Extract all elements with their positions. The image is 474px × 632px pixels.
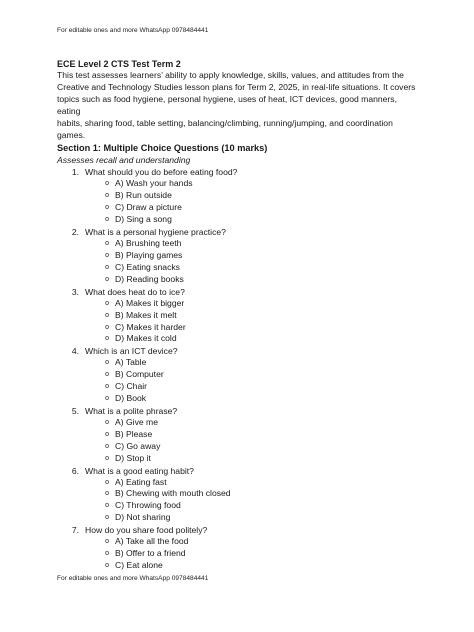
document-body <box>57 58 422 572</box>
question-number: 1. <box>71 167 79 178</box>
option-list <box>57 357 422 405</box>
option-text: A) Give me <box>115 416 158 427</box>
circle-bullet-icon: o <box>105 275 109 283</box>
circle-bullet-icon: o <box>105 359 109 367</box>
question-text: What is a polite phrase? <box>85 405 178 416</box>
circle-bullet-icon: o <box>105 251 109 259</box>
option-text: C) Draw a picture <box>115 202 182 213</box>
option-list <box>57 477 422 525</box>
answer-option <box>57 262 422 274</box>
option-text: B) Playing games <box>115 249 183 260</box>
question-row <box>57 405 422 417</box>
circle-bullet-icon: o <box>105 335 109 343</box>
circle-bullet-icon: o <box>105 383 109 391</box>
answer-option <box>57 560 422 572</box>
option-text: D) Book <box>115 393 147 404</box>
question-item <box>57 405 422 465</box>
option-text: C) Go away <box>115 440 161 451</box>
circle-bullet-icon: o <box>105 514 109 522</box>
circle-bullet-icon: o <box>105 180 109 188</box>
answer-option <box>57 536 422 548</box>
question-list <box>57 166 422 571</box>
answer-option <box>57 310 422 322</box>
circle-bullet-icon: o <box>105 502 109 510</box>
question-text: What is a good eating habit? <box>85 465 194 476</box>
option-text: D) Reading books <box>115 273 184 284</box>
circle-bullet-icon: o <box>105 371 109 379</box>
answer-option <box>57 178 422 190</box>
question-row <box>57 286 422 298</box>
question-number: 7. <box>71 525 79 536</box>
option-text: D) Stop it <box>115 452 151 463</box>
question-item <box>57 524 422 572</box>
question-row <box>57 345 422 357</box>
circle-bullet-icon: o <box>105 478 109 486</box>
option-text: C) Throwing food <box>115 500 181 511</box>
answer-option <box>57 190 422 202</box>
option-text: B) Please <box>115 428 153 439</box>
option-text: C) Eating snacks <box>115 261 180 272</box>
option-list <box>57 178 422 226</box>
circle-bullet-icon: o <box>105 442 109 450</box>
question-item <box>57 345 422 405</box>
answer-option <box>57 453 422 465</box>
option-text: D) Not sharing <box>115 512 171 523</box>
option-text: D) Sing a song <box>115 214 172 225</box>
question-number: 3. <box>71 286 79 297</box>
page-footer-note: For editable ones and more WhatsApp 0978484441 <box>57 575 209 582</box>
circle-bullet-icon: o <box>105 311 109 319</box>
option-text: A) Brushing teeth <box>115 238 182 249</box>
circle-bullet-icon: o <box>105 263 109 271</box>
intro-paragraph <box>57 70 422 141</box>
section-subtitle: Assesses recall and understanding <box>57 155 191 166</box>
answer-option <box>57 274 422 286</box>
option-text: A) Table <box>115 357 147 368</box>
option-text: C) Makes it harder <box>115 321 186 332</box>
option-text: B) Run outside <box>115 190 172 201</box>
circle-bullet-icon: o <box>105 562 109 569</box>
answer-option <box>57 238 422 250</box>
circle-bullet-icon: o <box>105 430 109 438</box>
question-row <box>57 524 422 536</box>
answer-option <box>57 417 422 429</box>
circle-bullet-icon: o <box>105 538 109 546</box>
option-text: A) Wash your hands <box>115 178 193 189</box>
question-text: What should you do before eating food? <box>85 167 238 178</box>
question-row <box>57 166 422 178</box>
option-list <box>57 238 422 286</box>
circle-bullet-icon: o <box>105 323 109 331</box>
option-list <box>57 417 422 465</box>
option-list <box>57 298 422 346</box>
question-text: Which is an ICT device? <box>85 346 178 357</box>
circle-bullet-icon: o <box>105 490 109 498</box>
question-item <box>57 166 422 226</box>
question-item <box>57 465 422 525</box>
answer-option <box>57 357 422 369</box>
intro-line: Creative and Technology Studies lesson plans for Term 2, 2025, in real-life situations. It covers <box>57 81 416 92</box>
option-list <box>57 536 422 572</box>
intro-line: habits, sharing food, table setting, balancing/climbing, running/jumping, and coordination <box>57 117 393 128</box>
option-text: C) Chair <box>115 381 147 392</box>
answer-option <box>57 214 422 226</box>
option-text: D) Makes it cold <box>115 333 177 344</box>
answer-option <box>57 250 422 262</box>
question-number: 2. <box>71 227 79 238</box>
question-row <box>57 465 422 477</box>
circle-bullet-icon: o <box>105 418 109 426</box>
circle-bullet-icon: o <box>105 299 109 307</box>
answer-option <box>57 202 422 214</box>
answer-option <box>57 512 422 524</box>
question-item <box>57 286 422 346</box>
option-text: B) Makes it melt <box>115 309 177 320</box>
question-text: How do you share food politely? <box>85 525 208 536</box>
circle-bullet-icon: o <box>105 240 109 248</box>
answer-option <box>57 298 422 310</box>
answer-option <box>57 381 422 393</box>
circle-bullet-icon: o <box>105 395 109 403</box>
page-title: ECE Level 2 CTS Test Term 2 <box>57 59 181 69</box>
answer-option <box>57 500 422 512</box>
question-number: 5. <box>71 405 79 416</box>
question-item <box>57 226 422 286</box>
answer-option <box>57 548 422 560</box>
option-text: A) Eating fast <box>115 476 167 487</box>
intro-line: This test assesses learners’ ability to apply knowledge, skills, values, and attitudes from the <box>57 70 404 80</box>
question-number: 6. <box>71 465 79 476</box>
answer-option <box>57 441 422 453</box>
option-text: B) Computer <box>115 369 164 380</box>
answer-option <box>57 477 422 489</box>
circle-bullet-icon: o <box>105 550 109 558</box>
section-title: Section 1: Multiple Choice Questions (10 marks) <box>57 143 268 154</box>
intro-line: games. <box>57 129 86 140</box>
answer-option <box>57 322 422 334</box>
intro-line: topics such as food hygiene, personal hygiene, uses of heat, ICT devices, good manners, eating <box>57 93 397 116</box>
option-text: C) Eat alone <box>115 560 163 570</box>
circle-bullet-icon: o <box>105 192 109 200</box>
question-text: What does heat do to ice? <box>85 286 185 297</box>
answer-option <box>57 488 422 500</box>
answer-option <box>57 369 422 381</box>
page-header-note: For editable ones and more WhatsApp 0978484441 <box>57 27 209 34</box>
question-number: 4. <box>71 346 79 357</box>
option-text: A) Makes it bigger <box>115 297 185 308</box>
circle-bullet-icon: o <box>105 204 109 212</box>
option-text: A) Take all the food <box>115 536 189 547</box>
option-text: B) Offer to a friend <box>115 548 186 559</box>
question-text: What is a personal hygiene practice? <box>85 227 226 238</box>
answer-option <box>57 333 422 345</box>
answer-option <box>57 429 422 441</box>
circle-bullet-icon: o <box>105 216 109 224</box>
answer-option <box>57 393 422 405</box>
question-row <box>57 226 422 238</box>
option-text: B) Chewing with mouth closed <box>115 488 231 499</box>
circle-bullet-icon: o <box>105 454 109 462</box>
